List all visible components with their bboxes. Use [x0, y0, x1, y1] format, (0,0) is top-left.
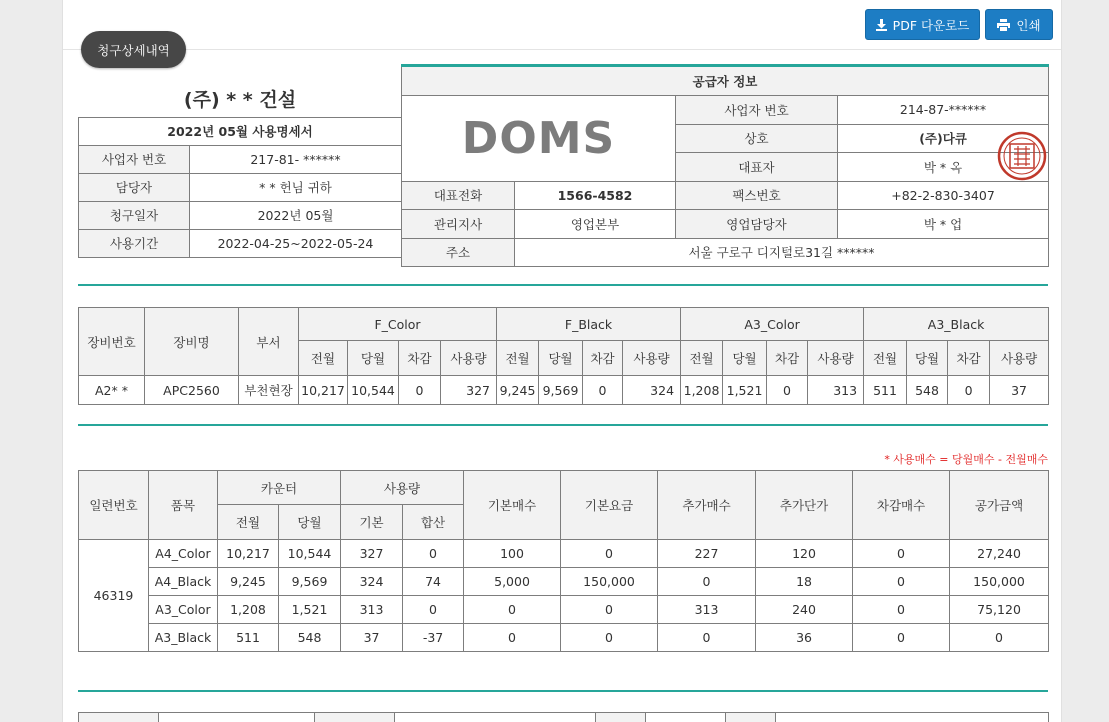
table-cell: 0 — [583, 376, 623, 405]
customer-manager-label: 담당자 — [79, 173, 190, 201]
customer-company-name: (주) * * 건설 — [79, 80, 402, 117]
supplier-ceo-label: 대표자 — [676, 153, 838, 182]
group-header: A3_Color — [681, 308, 864, 341]
printer-icon — [997, 19, 1010, 31]
table-cell: 10,217 — [218, 540, 279, 568]
table-cell: 511 — [864, 376, 907, 405]
table-cell: 313 — [658, 596, 756, 624]
billing-date: 2022년 05월 — [190, 201, 402, 229]
table-cell: 120 — [756, 540, 853, 568]
table-cell — [726, 713, 776, 722]
item-name: A4_Color — [149, 540, 218, 568]
table-cell: 0 — [561, 624, 658, 652]
table-cell: 548 — [907, 376, 948, 405]
table-row — [79, 376, 1049, 405]
table-cell: 9,569 — [279, 568, 341, 596]
print-label: 인쇄 — [1016, 17, 1041, 33]
equip-id-header: 장비번호 — [79, 308, 145, 376]
sub-header: 사용량 — [441, 341, 497, 376]
table-row — [79, 624, 1049, 652]
sub-header: 당월 — [723, 341, 767, 376]
supplier-bizno-label: 사업자 번호 — [676, 96, 838, 125]
equip-dept: 부천현장 — [239, 376, 299, 405]
curr-header: 당월 — [279, 505, 341, 540]
table-cell: 324 — [623, 376, 681, 405]
table-cell: 313 — [341, 596, 403, 624]
table-cell: 100 — [464, 540, 561, 568]
pdf-download-button[interactable] — [865, 9, 980, 40]
table-cell: 9,245 — [497, 376, 539, 405]
sub-header: 전월 — [497, 341, 539, 376]
counter-header: 카운터 — [218, 471, 341, 505]
table-cell: 0 — [767, 376, 808, 405]
table-cell: 0 — [950, 624, 1049, 652]
equipment-usage-table — [78, 307, 1049, 405]
table-cell: 36 — [756, 624, 853, 652]
usage-formula-note: * 사용매수 = 당월매수 - 전월매수 — [884, 453, 1048, 466]
table-cell: 240 — [756, 596, 853, 624]
table-cell — [646, 713, 726, 722]
base-fee-header: 기본요금 — [561, 471, 658, 540]
customer-info-table — [78, 80, 402, 258]
table-cell: 0 — [561, 596, 658, 624]
table-cell: 10,217 — [299, 376, 348, 405]
table-cell: 511 — [218, 624, 279, 652]
sub-header: 사용량 — [623, 341, 681, 376]
sub-header: 당월 — [348, 341, 399, 376]
table-cell: 313 — [808, 376, 864, 405]
page-tab-billing-detail[interactable]: 청구상세내역 — [81, 31, 186, 68]
table-cell: 0 — [853, 624, 950, 652]
table-cell: 0 — [853, 540, 950, 568]
supplier-phone: 1566-4582 — [515, 181, 676, 210]
supplier-bizno: 214-87-****** — [838, 96, 1049, 125]
company-seal-icon — [997, 131, 1047, 181]
customer-bizno-label: 사업자 번호 — [79, 145, 190, 173]
usage-period-label: 사용기간 — [79, 229, 190, 257]
customer-manager: * * 헌님 귀하 — [190, 173, 402, 201]
supplier-phone-label: 대표전화 — [402, 181, 515, 210]
table-cell: 10,544 — [348, 376, 399, 405]
sub-header: 사용량 — [808, 341, 864, 376]
supplier-name: (주)다큐 — [838, 124, 1049, 153]
supplier-branch-label: 관리지사 — [402, 210, 515, 239]
extra-price-header: 추가단가 — [756, 471, 853, 540]
customer-bizno: 217-81- ****** — [190, 145, 402, 173]
table-cell: 0 — [403, 540, 464, 568]
supplier-addr: 서울 구로구 디지털로31길 ****** — [515, 238, 1049, 267]
table-row — [79, 596, 1049, 624]
table-cell: 0 — [464, 624, 561, 652]
supplier-info-table — [401, 64, 1049, 267]
table-cell — [315, 713, 395, 722]
billing-date-label: 청구일자 — [79, 201, 190, 229]
supply-amount-header: 공가금액 — [950, 471, 1049, 540]
equip-dept-header: 부서 — [239, 308, 299, 376]
table-cell: 0 — [853, 596, 950, 624]
supplier-title: 공급자 정보 — [402, 66, 1049, 96]
prev-header: 전월 — [218, 505, 279, 540]
table-cell: 227 — [658, 540, 756, 568]
supplier-name-label: 상호 — [676, 124, 838, 153]
usage-header: 사용량 — [341, 471, 464, 505]
supplier-addr-label: 주소 — [402, 238, 515, 267]
serial-number: 46319 — [79, 540, 149, 652]
base-count-header: 기본매수 — [464, 471, 561, 540]
table-cell: 27,240 — [950, 540, 1049, 568]
table-cell: 0 — [658, 568, 756, 596]
table-cell: 150,000 — [950, 568, 1049, 596]
table-cell — [79, 713, 159, 722]
item-name: A3_Black — [149, 624, 218, 652]
item-header: 품목 — [149, 471, 218, 540]
table-cell: 327 — [441, 376, 497, 405]
download-icon — [876, 19, 887, 31]
equip-name-header: 장비명 — [145, 308, 239, 376]
table-cell: 0 — [464, 596, 561, 624]
table-cell: 327 — [341, 540, 403, 568]
table-row — [79, 540, 1049, 568]
equip-id: A2* * — [79, 376, 145, 405]
table-cell: 37 — [341, 624, 403, 652]
table-cell: 1,208 — [218, 596, 279, 624]
table-cell: 9,245 — [218, 568, 279, 596]
supplier-sales-label: 영업담당자 — [676, 210, 838, 239]
table-cell: 150,000 — [561, 568, 658, 596]
sub-header: 차감 — [948, 341, 990, 376]
print-button[interactable] — [985, 9, 1053, 40]
group-header: F_Black — [497, 308, 681, 341]
supplier-sales: 박 * 업 — [838, 210, 1049, 239]
table-cell: 1,521 — [723, 376, 767, 405]
table-cell: 1,208 — [681, 376, 723, 405]
table-cell: 1,521 — [279, 596, 341, 624]
sub-header: 당월 — [907, 341, 948, 376]
sub-header: 당월 — [539, 341, 583, 376]
pdf-download-label: PDF 다운로드 — [892, 17, 970, 33]
supplier-logo — [402, 96, 676, 182]
sub-header: 전월 — [299, 341, 348, 376]
group-header: F_Color — [299, 308, 497, 341]
table-cell: 0 — [948, 376, 990, 405]
base-header: 기본 — [341, 505, 403, 540]
table-cell — [596, 713, 646, 722]
table-cell: 324 — [341, 568, 403, 596]
item-name: A3_Color — [149, 596, 218, 624]
table-cell: 75,120 — [950, 596, 1049, 624]
section-divider-1 — [78, 284, 1048, 286]
extra-count-header: 추가매수 — [658, 471, 756, 540]
table-row — [79, 568, 1049, 596]
table-cell: 0 — [403, 596, 464, 624]
sub-header: 차감 — [767, 341, 808, 376]
supplier-branch: 영업본부 — [515, 210, 676, 239]
billing-detail-table — [78, 470, 1049, 652]
table-cell: 5,000 — [464, 568, 561, 596]
statement-page — [62, 0, 1062, 722]
serial-header: 일련번호 — [79, 471, 149, 540]
next-table-partial — [78, 712, 1049, 722]
table-cell: 74 — [403, 568, 464, 596]
sub-header: 전월 — [681, 341, 723, 376]
group-header: A3_Black — [864, 308, 1049, 341]
section-divider-2 — [78, 424, 1048, 426]
table-cell: 9,569 — [539, 376, 583, 405]
sub-header: 차감 — [399, 341, 441, 376]
table-cell: 0 — [399, 376, 441, 405]
sum-header: 합산 — [403, 505, 464, 540]
usage-period: 2022-04-25~2022-05-24 — [190, 229, 402, 257]
sub-header: 사용량 — [990, 341, 1049, 376]
table-cell: 37 — [990, 376, 1049, 405]
supplier-fax-label: 팩스번호 — [676, 181, 838, 210]
header-divider — [63, 49, 1061, 50]
doms-logo-text: DOMS — [461, 112, 616, 164]
table-cell: 10,544 — [279, 540, 341, 568]
table-cell: 18 — [756, 568, 853, 596]
item-name: A4_Black — [149, 568, 218, 596]
table-cell — [395, 713, 596, 722]
supplier-fax: +82-2-830-3407 — [838, 181, 1049, 210]
statement-title: 2022년 05월 사용명세서 — [79, 117, 402, 145]
equip-name: APC2560 — [145, 376, 239, 405]
table-cell: 0 — [561, 540, 658, 568]
sub-header: 전월 — [864, 341, 907, 376]
table-cell: -37 — [403, 624, 464, 652]
table-cell: 0 — [853, 568, 950, 596]
supplier-ceo: 박 * 옥 — [838, 153, 1049, 182]
table-cell: 548 — [279, 624, 341, 652]
table-cell — [776, 713, 1049, 722]
deduct-header: 차감매수 — [853, 471, 950, 540]
table-cell — [159, 713, 315, 722]
section-divider-3 — [78, 690, 1048, 692]
sub-header: 차감 — [583, 341, 623, 376]
table-cell: 0 — [658, 624, 756, 652]
